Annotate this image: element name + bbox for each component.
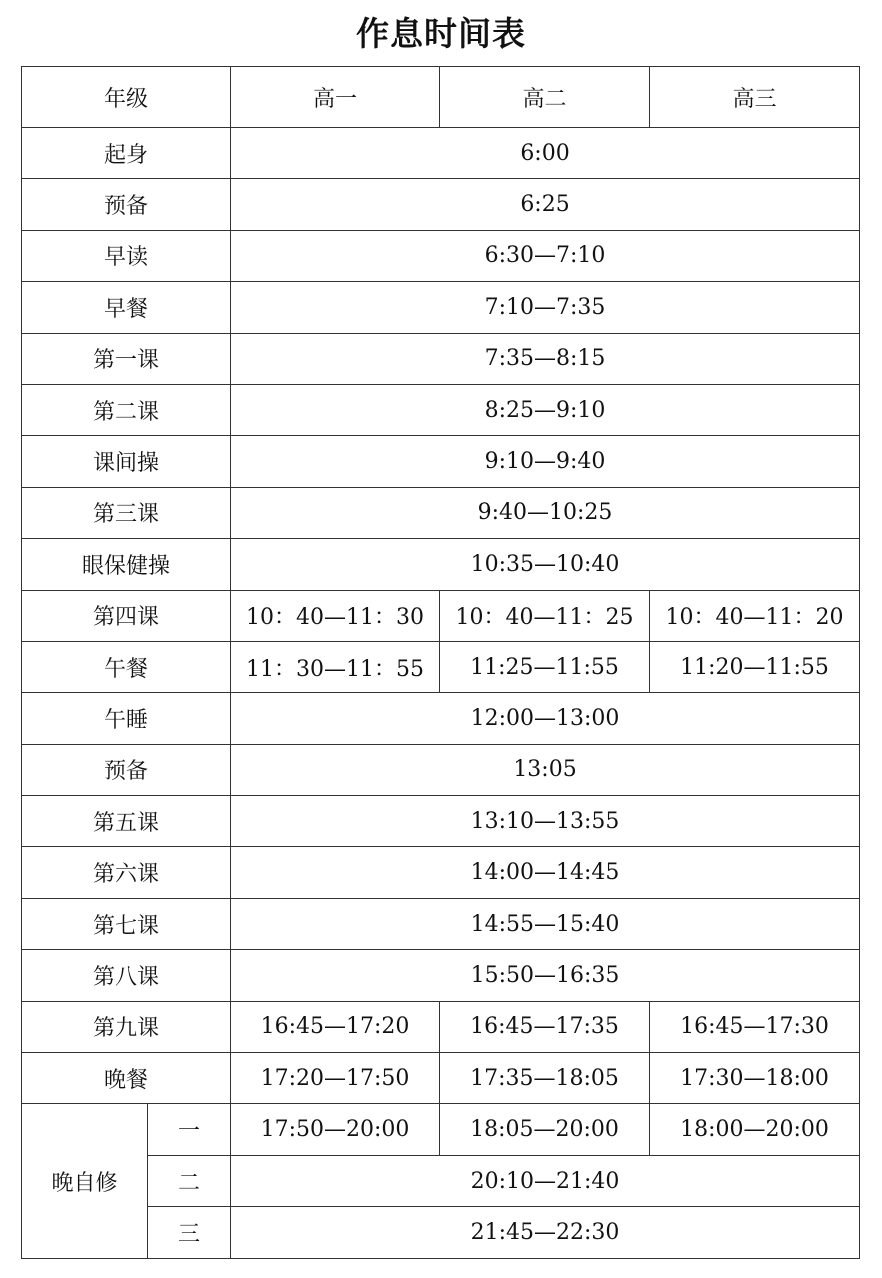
grade-2-time: 16:45—17:35 [440,1001,650,1052]
shared-time: 7:10—7:35 [231,282,860,333]
evening-session-label: 二 [148,1155,231,1206]
period-label: 起身 [22,128,231,179]
shared-time: 14:55—15:40 [231,898,860,949]
period-label: 午睡 [22,693,231,744]
schedule-table [21,66,860,1259]
shared-time: 6:30—7:10 [231,230,860,281]
grade-3-time: 17:30—18:00 [650,1053,860,1104]
schedule-row [22,487,860,538]
evening-session-label: 一 [148,1104,231,1155]
shared-time: 8:25—9:10 [231,384,860,435]
shared-time: 9:40—10:25 [231,487,860,538]
grade-1-time: 16:45—17:20 [231,1001,440,1052]
shared-time: 7:35—8:15 [231,333,860,384]
period-label: 眼保健操 [22,539,231,590]
shared-time: 6:25 [231,179,860,230]
schedule-row [22,1001,860,1052]
schedule-row [22,847,860,898]
evening-row [22,1207,860,1258]
shared-time: 13:10—13:55 [231,796,860,847]
schedule-row [22,898,860,949]
grade-1-time: 17:50—20:00 [231,1104,440,1155]
period-label: 第九课 [22,1001,231,1052]
period-label: 第一课 [22,333,231,384]
shared-time: 15:50—16:35 [231,950,860,1001]
period-label: 晚餐 [22,1053,231,1104]
grade-1-time: 17:20—17:50 [231,1053,440,1104]
schedule-row [22,230,860,281]
period-label: 午餐 [22,641,231,692]
evening-row [22,1104,860,1155]
period-label: 早读 [22,230,231,281]
schedule-row [22,590,860,641]
schedule-row [22,693,860,744]
grade-2-time: 17:35—18:05 [440,1053,650,1104]
grade-2-time: 18:05—20:00 [440,1104,650,1155]
shared-time: 21:45—22:30 [231,1207,860,1258]
schedule-row [22,128,860,179]
period-label: 第四课 [22,590,231,641]
shared-time: 12:00—13:00 [231,693,860,744]
shared-time: 10:35—10:40 [231,539,860,590]
schedule-row [22,950,860,1001]
schedule-row [22,436,860,487]
schedule-row [22,179,860,230]
schedule-row [22,539,860,590]
grade-header-cell: 年级 [22,67,231,128]
schedule-row [22,384,860,435]
evening-session-label: 三 [148,1207,231,1258]
period-label: 预备 [22,744,231,795]
evening-study-label: 晚自修 [22,1104,148,1258]
shared-time: 14:00—14:45 [231,847,860,898]
shared-time: 6:00 [231,128,860,179]
page-title: 作息时间表 [356,14,526,53]
grade-3-time: 10：40—11：20 [650,590,860,641]
period-label: 第六课 [22,847,231,898]
period-label: 第七课 [22,898,231,949]
grade-2-time: 10：40—11：25 [440,590,650,641]
grade-3-time: 16:45—17:30 [650,1001,860,1052]
period-label: 第二课 [22,384,231,435]
schedule-row [22,641,860,692]
evening-row [22,1155,860,1206]
period-label: 第八课 [22,950,231,1001]
grade-2-time: 11:25—11:55 [440,641,650,692]
schedule-row [22,796,860,847]
shared-time: 20:10—21:40 [231,1155,860,1206]
grade-2-header: 高二 [440,67,650,128]
grade-3-header: 高三 [650,67,860,128]
grade-1-header: 高一 [231,67,440,128]
period-label: 预备 [22,179,231,230]
period-label: 课间操 [22,436,231,487]
schedule-row [22,333,860,384]
schedule-row [22,744,860,795]
period-label: 第五课 [22,796,231,847]
period-label: 早餐 [22,282,231,333]
grade-1-time: 11：30—11：55 [231,641,440,692]
grade-3-time: 18:00—20:00 [650,1104,860,1155]
schedule-row [22,282,860,333]
grade-1-time: 10：40—11：30 [231,590,440,641]
shared-time: 13:05 [231,744,860,795]
header-row [22,67,860,128]
schedule-row [22,1053,860,1104]
schedule-body [22,67,860,1259]
grade-3-time: 11:20—11:55 [650,641,860,692]
shared-time: 9:10—9:40 [231,436,860,487]
period-label: 第三课 [22,487,231,538]
